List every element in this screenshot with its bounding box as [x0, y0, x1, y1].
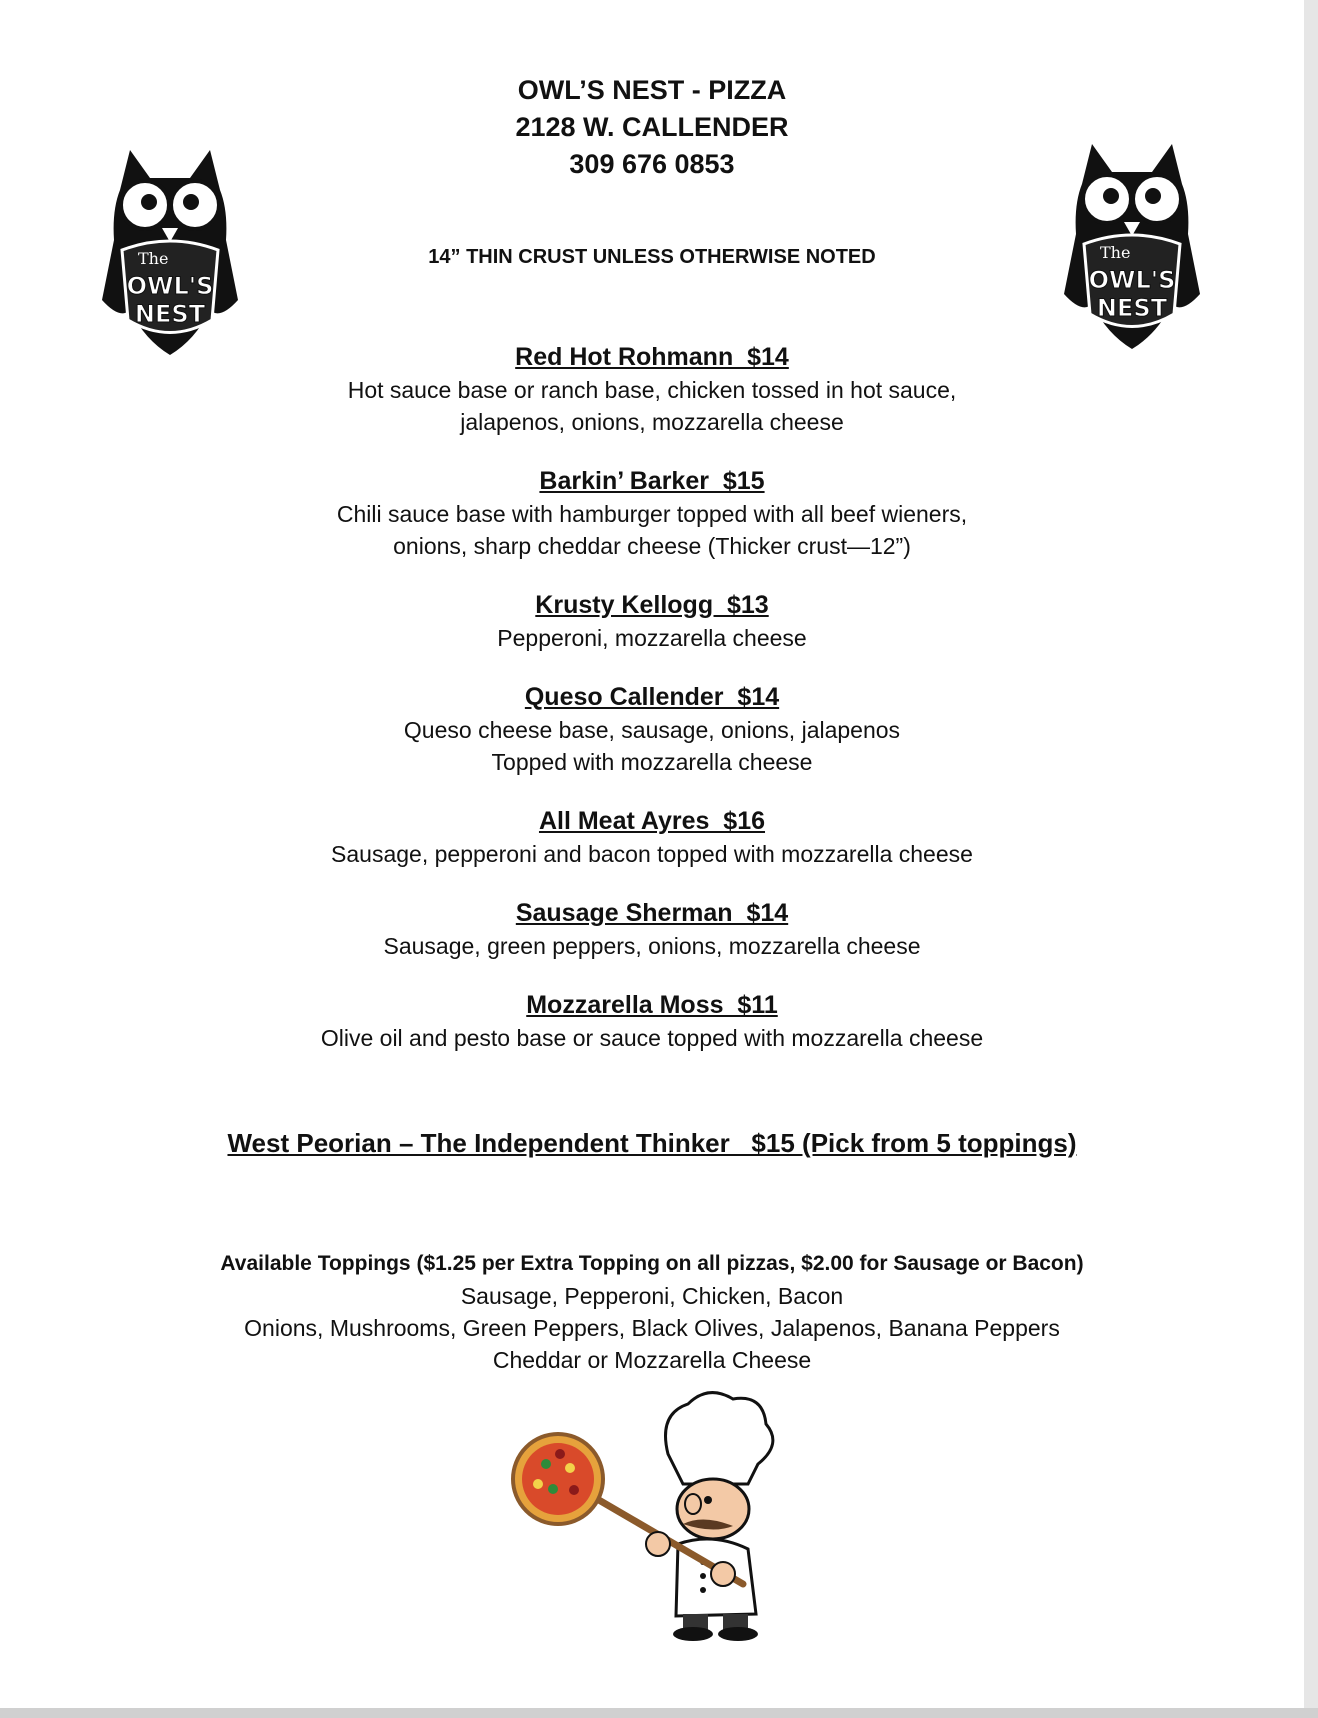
- toppings-line: Sausage, Pepperoni, Chicken, Bacon: [460, 1283, 844, 1309]
- menu-item-desc: Olive oil and pesto base or sauce topped with mozzarella cheese: [320, 1025, 984, 1051]
- menu-item-title: Sausage Sherman $14: [515, 899, 789, 927]
- menu-item: [0, 588, 1304, 654]
- chef-illustration: [508, 1384, 808, 1644]
- svg-text:NEST: NEST: [134, 300, 206, 328]
- page-edge-right: [1304, 0, 1318, 1718]
- menu-item-desc: Sausage, pepperoni and bacon topped with mozzarella cheese: [331, 841, 973, 867]
- menu-item-desc: Chili sauce base with hamburger topped with all beef wieners,: [336, 501, 968, 527]
- svg-text:OWL'S: OWL'S: [1088, 266, 1176, 294]
- svg-text:OWL'S: OWL'S: [126, 272, 214, 300]
- svg-text:The: The: [1100, 243, 1131, 262]
- toppings-line: Onions, Mushrooms, Green Peppers, Black Olives, Jalapenos, Banana Peppers: [244, 1315, 1060, 1341]
- menu-list: [0, 340, 1304, 1080]
- restaurant-name: OWL’S NEST - PIZZA: [517, 75, 787, 105]
- crust-note: 14” THIN CRUST UNLESS OTHERWISE NOTED: [428, 246, 876, 268]
- menu-item-desc: Queso cheese base, sausage, onions, jalapenos: [403, 717, 901, 743]
- chef-icon: [513, 1393, 773, 1641]
- menu-item-title: Krusty Kellogg $13: [535, 591, 769, 619]
- menu-item-desc: Topped with mozzarella cheese: [491, 749, 813, 775]
- owl-logo-right: [1062, 144, 1202, 354]
- menu-item: [0, 896, 1304, 962]
- special-pizza: West Peorian – The Independent Thinker $15 (Pick from 5 toppings): [227, 1128, 1077, 1158]
- menu-item-desc: onions, sharp cheddar cheese (Thicker crust—12”): [393, 533, 911, 559]
- menu-item-title: Queso Callender $14: [524, 683, 780, 711]
- menu-item-desc: Sausage, green peppers, onions, mozzarella cheese: [383, 933, 921, 959]
- owl-logo-left: [100, 150, 240, 360]
- menu-item-title: Mozzarella Moss $11: [526, 991, 778, 1019]
- menu-item: [0, 680, 1304, 778]
- svg-text:The: The: [138, 249, 169, 268]
- restaurant-address: 2128 W. CALLENDER: [515, 112, 789, 142]
- menu-item: [0, 464, 1304, 562]
- menu-item-desc: jalapenos, onions, mozzarella cheese: [460, 409, 844, 435]
- menu-item-title: Red Hot Rohmann $14: [515, 343, 789, 371]
- toppings-heading: Available Toppings ($1.25 per Extra Topping on all pizzas, $2.00 for Sausage or Bacon): [220, 1252, 1084, 1275]
- menu-item-title: Barkin’ Barker $15: [539, 467, 765, 495]
- menu-item: [0, 988, 1304, 1054]
- toppings-section: [0, 1248, 1304, 1376]
- svg-text:NEST: NEST: [1096, 294, 1168, 322]
- restaurant-phone: 309 676 0853: [569, 149, 735, 179]
- menu-item: [0, 804, 1304, 870]
- menu-item-desc: Pepperoni, mozzarella cheese: [497, 625, 807, 651]
- toppings-line: Cheddar or Mozzarella Cheese: [492, 1347, 812, 1373]
- menu-item: [0, 340, 1304, 438]
- menu-item-desc: Hot sauce base or ranch base, chicken tossed in hot sauce,: [347, 377, 957, 403]
- page-edge-bottom: [0, 1708, 1318, 1718]
- menu-item-title: All Meat Ayres $16: [538, 807, 766, 835]
